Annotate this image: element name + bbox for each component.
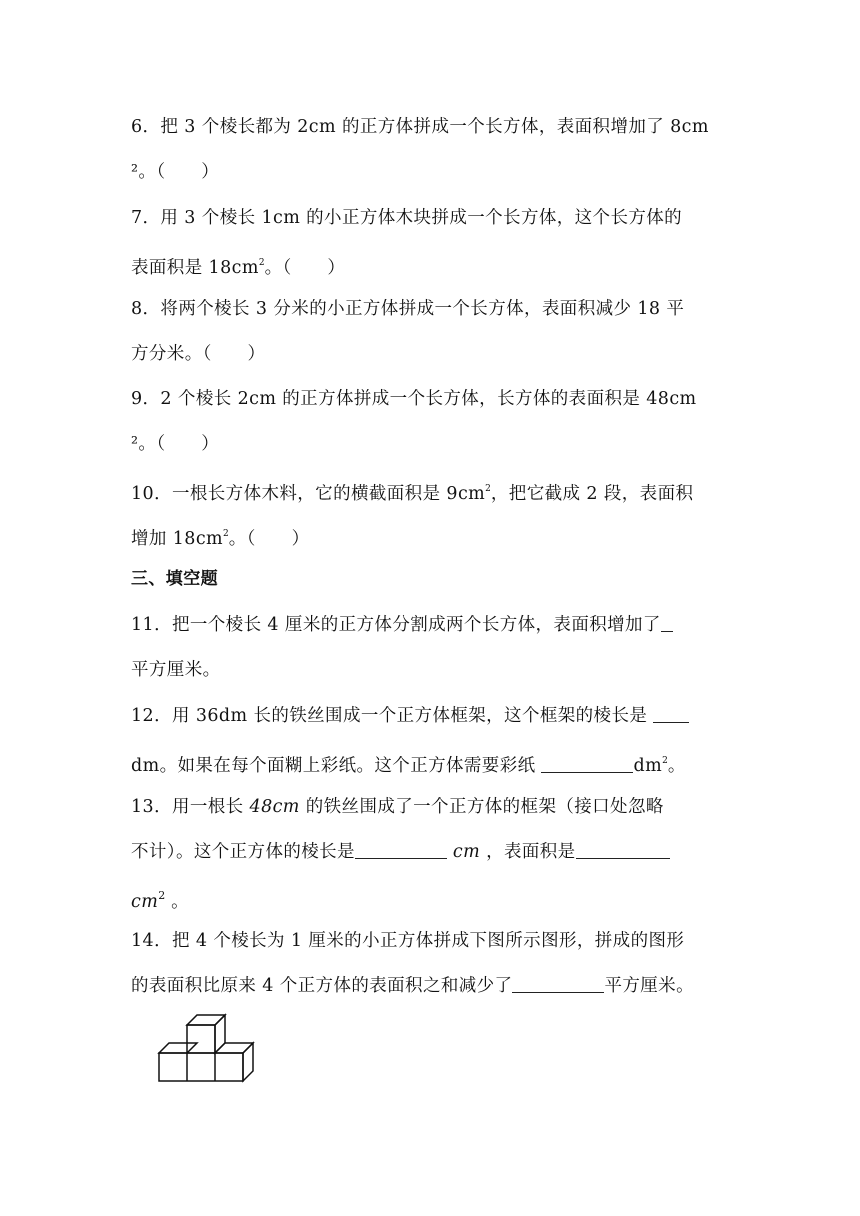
- q10-line2: [131, 522, 310, 551]
- q7-line1: 7．用 3 个棱长 1cm 的小正方体木块拼成一个长方体，这个长方体的: [131, 208, 683, 228]
- q12-line1: [131, 704, 689, 728]
- q12-text: dm: [633, 756, 663, 776]
- q14-line2: [131, 974, 694, 998]
- superscript: 2: [485, 484, 491, 494]
- q7-line2: [131, 251, 345, 280]
- math-expression: 48cm: [249, 797, 300, 817]
- superscript: 2: [662, 756, 668, 766]
- superscript: 2: [258, 258, 265, 268]
- q12-text: 12．用 36dm 长的铁丝围成一个正方体框架，这个框架的棱长是: [131, 706, 654, 726]
- q6-line2: ²。（ ）: [131, 162, 220, 182]
- q8-line1: 8．将两个棱长 3 分米的小正方体拼成一个长方体，表面积减少 18 平: [131, 299, 685, 319]
- q14-text: 的表面积比原来 4 个正方体的表面积之和减少了: [131, 976, 513, 996]
- answer-blank[interactable]: [355, 840, 447, 859]
- bottom-row-cubes: [159, 1043, 253, 1081]
- q11-line2: 平方厘米。: [131, 660, 221, 680]
- section-heading: 三、填空题: [131, 569, 218, 589]
- q11-line1: [131, 613, 673, 637]
- q10-text: 增加 18cm: [131, 529, 224, 549]
- answer-blank[interactable]: [661, 613, 673, 632]
- q10-text: ，把它截成 2 段，表面积: [490, 484, 694, 504]
- q12-text: 。: [667, 756, 686, 776]
- q13-text: 。: [165, 892, 190, 912]
- q12-text: dm。如果在每个面糊上彩纸。这个正方体需要彩纸: [131, 756, 542, 776]
- q14-text: 平方厘米。: [604, 976, 694, 996]
- q14-line1: 14．把 4 个棱长为 1 厘米的小正方体拼成下图所示图形，拼成的图形: [131, 931, 685, 951]
- q8-line2: 方分米。（ ）: [131, 344, 266, 364]
- superscript: 2: [223, 529, 229, 539]
- q13-line2: [131, 840, 670, 864]
- q13-line3: [131, 884, 189, 914]
- q12-line2: [131, 749, 686, 778]
- q10-line1: [131, 477, 693, 506]
- q7-text: 表面积是 18cm: [131, 258, 259, 278]
- q10-text: 。（ ）: [228, 529, 310, 549]
- answer-blank[interactable]: [512, 974, 604, 993]
- cube-figure: [152, 1010, 264, 1090]
- answer-blank[interactable]: [576, 840, 670, 859]
- q13-line1: [131, 795, 664, 819]
- answer-blank[interactable]: [653, 704, 689, 723]
- q13-text: 的铁丝围成了一个正方体的框架（接口处忽略: [299, 797, 664, 817]
- math-expression: cm: [131, 892, 159, 912]
- q10-text: 10．一根长方体木料，它的横截面积是 9cm: [131, 484, 486, 504]
- q9-line2: ²。（ ）: [131, 434, 220, 454]
- q11-text: 11．把一个棱长 4 厘米的正方体分割成两个长方体，表面积增加了: [131, 615, 661, 635]
- q6-line1: 6．把 3 个棱长都为 2cm 的正方体拼成一个长方体，表面积增加了 8cm: [131, 117, 709, 137]
- q9-line1: 9．2 个棱长 2cm 的正方体拼成一个长方体，长方体的表面积是 48cm: [131, 389, 697, 409]
- answer-blank[interactable]: [541, 754, 633, 773]
- math-expression: cm: [452, 842, 481, 862]
- q13-text: 不计）。这个正方体的棱长是: [131, 842, 355, 862]
- q7-text: 。（ ）: [264, 258, 346, 278]
- q13-text: 13．用一根长: [131, 797, 250, 817]
- q13-text: ，表面积是: [480, 842, 576, 862]
- superscript: 2: [158, 889, 166, 902]
